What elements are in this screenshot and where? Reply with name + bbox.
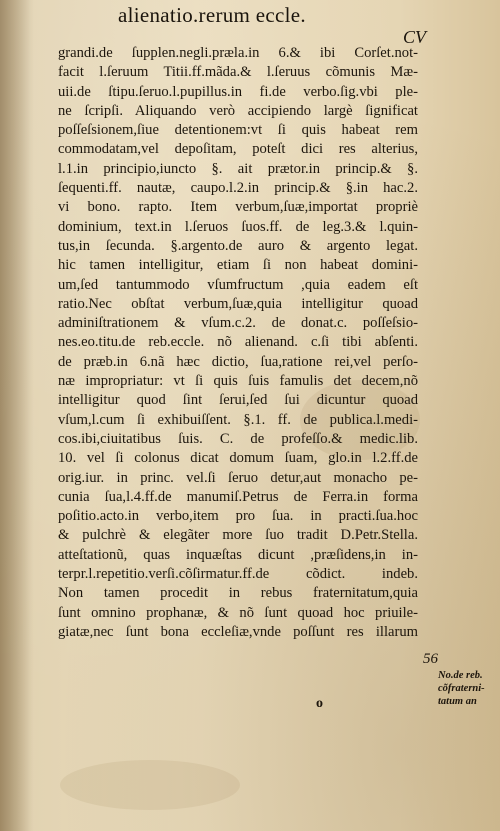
- body-text: [58, 44, 418, 642]
- margin-note: [438, 669, 498, 708]
- text-line: facit l.ſeruum Titii.ff.mãda.& l.ſeruus cõmunis Mæ-: [58, 64, 418, 81]
- text-line: ſunt omnino prophanæ, & nõ ſunt quoad hoc priuile-: [58, 604, 418, 621]
- text-line: nes.eo.titu.de reb.eccle. nõ alienand. c.ſi tibi abſenti.: [58, 334, 418, 351]
- text-line: terpr.l.repetitio.verſi.cõſirmatur.ff.de cõdict. indeb.: [58, 566, 418, 583]
- text-line: vi bono. rapto. Item verbum,ſuæ,importat propriè: [58, 199, 418, 216]
- text-line: commodatam,vel depoſitam, poteſt dici res alterius,: [58, 141, 418, 158]
- margin-note-line: cõfraterni-: [438, 683, 485, 694]
- text-line: ne ſcripſi. Aliquando verò accipiendo largè ſignificat: [58, 102, 418, 119]
- text-line: grandi.de ſupplen.negli.præla.in 6.& ibi Corſet.not-: [58, 45, 418, 61]
- text-line: poſitio.acto.in verbo,item pro ſua. in practi.ſua.hoc: [58, 508, 418, 525]
- text-line: orig.iur. in princ. vel.ſi ſeruo detur,aut monacho pe-: [58, 469, 418, 486]
- text-line: vſum,l.cum ſi exhibuiſſent. §.1. ff. de publica.l.medi-: [58, 411, 418, 428]
- text-line: uii.de ſtipu.ſeruo.l.pupillus.in fi.de verbo.ſig.vbi ple-: [58, 83, 418, 100]
- text-line: intelligitur quod ſint ſerui,ſed ſui dicuntur quoad: [58, 392, 418, 409]
- gutter-shadow: [0, 0, 34, 831]
- text-line: hic tamen intelligitur, etiam ſi non habeat domini-: [58, 257, 418, 274]
- text-line: ratio.Nec obſtat verbum,ſuæ,quia intelligitur quoad: [58, 295, 418, 312]
- margin-note-line: tatum an: [438, 696, 477, 707]
- text-line: cos.ibi,ciuitatibus ſuis. C. de profeſſo.& medic.lib.: [58, 430, 418, 447]
- text-line: Non tamen procedit in rebus fraternitatum,quia: [58, 585, 418, 602]
- margin-number: 56: [423, 651, 438, 667]
- text-line: dominium, text.in l.ſeruos ſuos.ff. de leg.3.& l.quin-: [58, 218, 418, 235]
- text-line: 10. vel ſi colonus dicat domum ſuam, glo.in l.2.ff.de: [58, 450, 418, 467]
- text-line: cunia ſua,l.4.ff.de manumiſ.Petrus de Ferra.in forma: [58, 488, 418, 505]
- text-line: de præb.in 6.nã hæc dictio, ſua,ratione rei,vel perſo-: [58, 353, 418, 370]
- running-head: alienatio.rerum eccle.: [118, 3, 306, 27]
- signature-mark: o: [316, 696, 323, 711]
- text-line: l.1.in principio,iuncto §. ait prætor.in princip.& §.: [58, 160, 418, 177]
- text-line: næ impropriatur: vt ſi quis ſuis famulis det decem,nõ: [58, 373, 418, 390]
- text-line: & pulchrè & elegãter more ſuo tradit D.Petr.Stella.: [58, 527, 418, 544]
- margin-note-line: No.de reb.: [438, 670, 483, 681]
- text-line: poſſeſsionem,ſiue detentionem:vt ſi quis habeat rem: [58, 122, 418, 139]
- text-line: um,ſed tantummodo vſumfructum ,quia eadem eſt: [58, 276, 418, 293]
- text-line: giatæ,nec ſunt bona eccleſiæ,vnde poſſunt res illarum: [58, 623, 418, 640]
- paper-stain: [60, 760, 240, 810]
- text-line: adminiſtrationem & vſum.c.2. de donat.c. poſſeſsio-: [58, 315, 418, 332]
- text-line: ſequenti.ff. nautæ, caupo.l.2.in princip.& §.in hac.2.: [58, 180, 418, 197]
- folio-number: CV: [403, 27, 427, 47]
- text-line: tus,in ſecunda. §.argento.de auro & argento legat.: [58, 237, 418, 254]
- text-line: atteſtationũ, quas inquæſtas dicunt ,præſidens,in in-: [58, 546, 418, 563]
